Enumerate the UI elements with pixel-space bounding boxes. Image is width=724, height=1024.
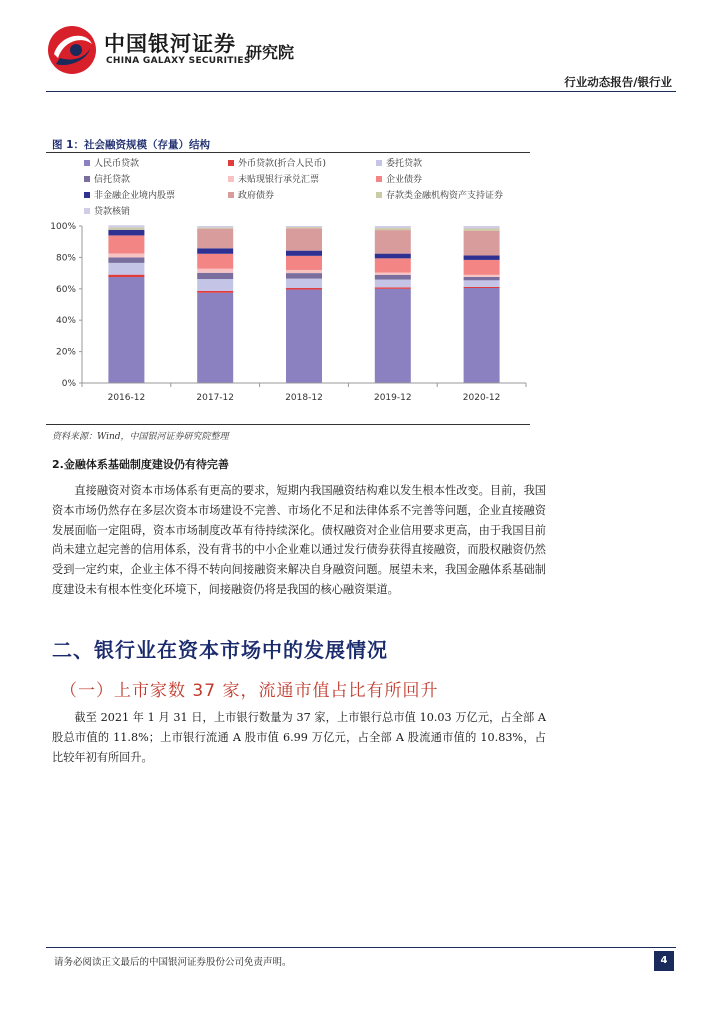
galaxy-logo-icon [46,24,98,76]
footer-disclaimer: 请务必阅读正文最后的中国银河证券股份公司免责声明。 [54,957,292,968]
figure-top-rule [46,152,530,153]
legend-swatch [228,176,234,182]
legend-label: 存款类金融机构资产支持证券 [386,191,504,201]
x-tick-label: 2016-12 [107,393,146,403]
body-paragraph: 截至 2021 年 1 月 31 日，上市银行数量为 37 家，上市银行总市值 10.03 万亿元，占全部 A 股总市值的 11.8%；上市银行流通 A 股市值 6.99 万亿元，占全部 A 股流通市值的 10.83%，占比较年初有所回升。 [52,711,546,764]
bar-segment [286,288,322,290]
bar-segment [197,228,233,229]
bar-segment [286,270,322,273]
legend-label: 非金融企业境内股票 [94,191,176,201]
section-heading: 2.金融体系基础制度建设仍有待完善 [52,458,229,471]
figure-bottom-rule [46,424,530,425]
legend-swatch [84,176,90,182]
x-axis [82,383,526,403]
footer-divider [46,947,676,948]
bar-segment [464,277,500,280]
legend-swatch [228,160,234,166]
figure-title: 图 1：社会融资规模（存量）结构 [52,139,210,151]
bar-segment [375,275,411,280]
legend-swatch [84,192,90,198]
bar-segment [464,256,500,260]
bar-segment [108,277,144,383]
chapter-heading: 二、银行业在资本市场中的发展情况 [52,638,388,662]
brand-institute: 研究院 [246,43,295,62]
bar-segment [197,229,233,249]
legend-label: 信托贷款 [94,175,131,185]
legend-swatch [84,160,90,166]
bar-segment [375,254,411,259]
stacked-bar-chart [46,154,530,420]
bar-segment [108,275,144,277]
x-tick-label: 2017-12 [196,393,235,403]
x-tick-label: 2018-12 [285,393,323,403]
y-axis [50,222,82,389]
page-number: 4 [654,951,674,971]
bar-segment [197,226,233,228]
y-tick-label: 0% [61,379,76,389]
bar-segment [464,231,500,256]
bar-segment [375,226,411,228]
bar-segment [197,269,233,273]
body-paragraph: 直接融资对资本市场体系有更高的要求，短期内我国融资结构难以发生根本性改变。目前，我国资本市场仍然存在多层次资本市场建设不完善、市场化不足和法律体系不完善等问题，企业直接融资发展面临一定阻碍，资本市场制度改革有待持续深化。债权融资对企业信用要求更高，由于我国目前尚未建立起完善的信用体系，没有背书的中小企业难以通过发行债券获得直接融资，而股权融资仍然受到一定约束，企业主体不得不转向间接融资来解决自身融资问题。展望未来，我国金融体系基础制度建设未有根本性变化环境下，间接融资仍将是我国的核心融资渠道。 [52,484,546,596]
bar-segment [464,260,500,275]
y-tick-label: 100% [50,222,76,232]
bar-segment [108,225,144,227]
header-divider [46,91,676,92]
bar-segment [375,258,411,272]
legend-label: 人民币贷款 [94,159,140,169]
legend-label: 委托贷款 [386,159,423,169]
bar-segment [464,280,500,287]
y-tick-label: 80% [55,253,76,264]
brand-name-cn: 中国银河证券 [104,32,236,56]
bar-segment [375,287,411,288]
legend-swatch [228,192,234,198]
bar-segment [108,263,144,275]
y-tick-label: 60% [55,284,76,295]
bar-segment [375,230,411,254]
bar-segment [286,290,322,383]
y-tick-label: 40% [55,316,76,327]
legend-label: 未贴现银行承兑汇票 [238,175,320,185]
x-tick-label: 2019-12 [373,393,412,403]
bar-segment [286,251,322,256]
bar-segment [375,289,411,383]
bar-segment [197,293,233,383]
bar-segment [464,288,500,383]
subsection-heading: （一）上市家数 37 家，流通市值占比有所回升 [60,681,439,701]
legend-label: 外币贷款(折合人民币) [238,159,327,169]
bar-segment [464,229,500,231]
bar-segment [108,235,144,253]
bar-segment [286,273,322,278]
bar-segment [108,257,144,262]
bar-segment [197,273,233,279]
chart-bars [108,225,499,383]
bar-segment [464,275,500,277]
bar-segment [375,272,411,274]
figure-source: 资料来源：Wind，中国银河证券研究院整理 [52,432,229,442]
y-tick-label: 20% [55,347,76,358]
bar-segment [286,227,322,228]
bar-segment [108,253,144,257]
legend-label: 贷款核销 [94,207,131,217]
bar-segment [375,280,411,288]
brand-name-en: CHINA GALAXY SECURITIES [106,56,251,66]
legend-label: 政府债券 [238,191,275,201]
x-tick-label: 2020-12 [462,393,501,403]
bar-segment [375,228,411,230]
legend-swatch [376,192,382,198]
legend-swatch [376,176,382,182]
bar-segment [197,248,233,253]
bar-segment [197,291,233,293]
bar-segment [108,230,144,235]
bar-segment [197,254,233,269]
bar-segment [286,228,322,250]
bar-segment [286,279,322,288]
legend-label: 企业债券 [386,175,423,185]
bar-segment [108,228,144,230]
bar-segment [286,226,322,227]
bar-segment [197,279,233,291]
legend-swatch [376,160,382,166]
report-type-label: 行业动态报告/银行业 [564,75,672,89]
bar-segment [464,226,500,229]
bar-segment [286,256,322,270]
legend-swatch [84,208,90,214]
chart-legend [84,157,503,217]
bar-segment [464,287,500,288]
